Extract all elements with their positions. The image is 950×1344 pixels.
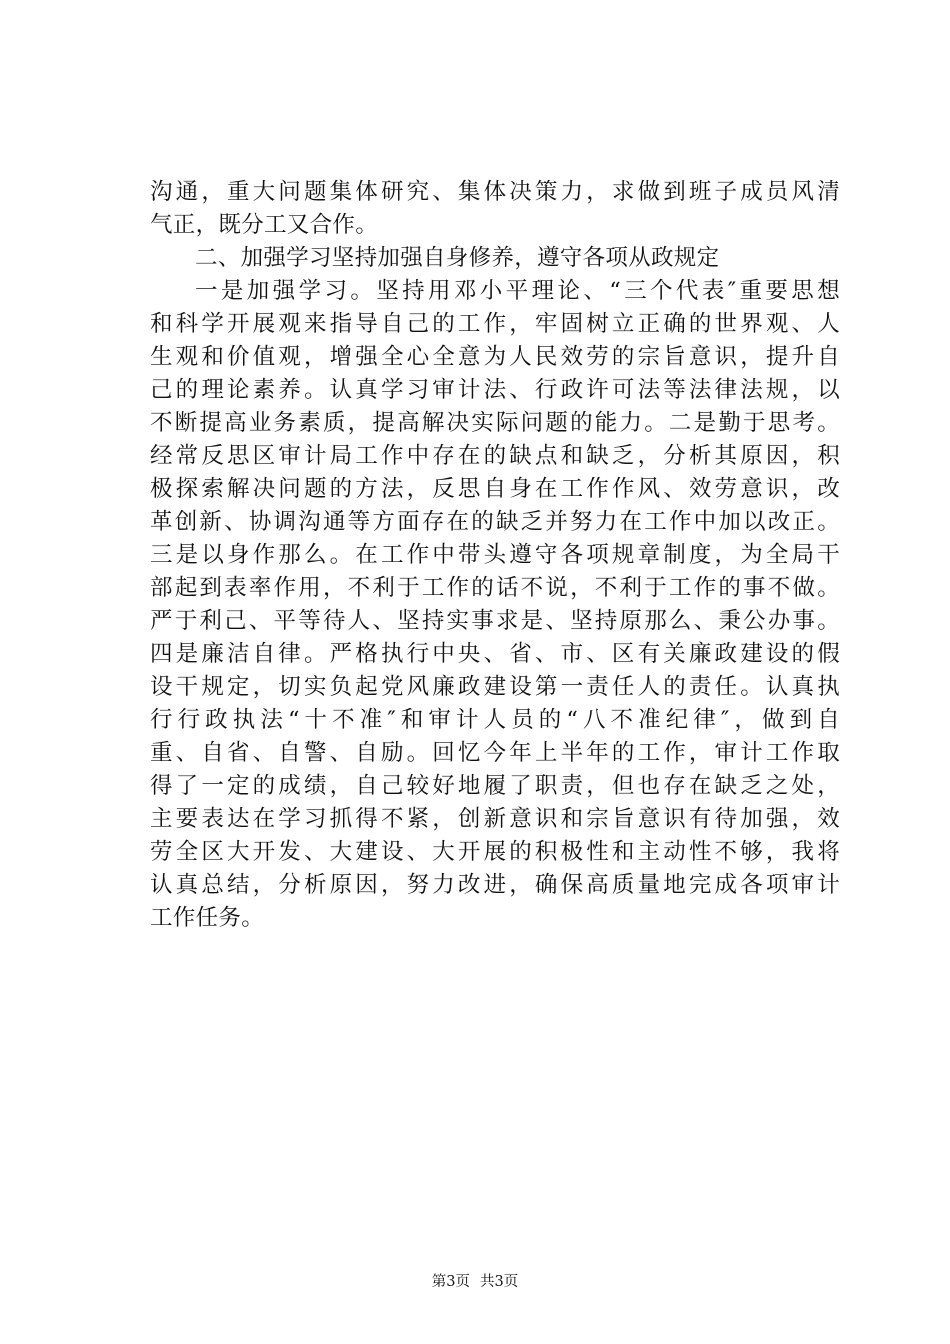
text-line: 认真总结，分析原因，努力改进，确保高质量地完成各项审计 xyxy=(150,872,840,898)
text-line: 二、加强学习坚持加强自身修养，遵守各项从政规定 xyxy=(195,245,720,271)
text-line: 沟通，重大问题集体研究、集体决策力，求做到班子成员风清 xyxy=(150,179,840,205)
text-line: 不断提高业务素质，提高解决实际问题的能力。二是勤于思考。 xyxy=(150,410,840,436)
text-line: 极探索解决问题的方法，反思自身在工作作风、效劳意识，改 xyxy=(150,476,840,502)
text-line: 和科学开展观来指导自己的工作，牢固树立正确的世界观、人 xyxy=(150,311,840,337)
text-line: 主要表达在学习抓得不紧，创新意识和宗旨意识有待加强，效 xyxy=(150,806,840,832)
text-line: 气正，既分工又合作。 xyxy=(150,212,379,238)
text-line: 设干规定，切实负起党风廉政建设第一责任人的责任。认真执 xyxy=(150,674,840,700)
page-footer xyxy=(0,1272,950,1292)
page-number: 第3页 xyxy=(431,1274,470,1290)
text-line: 经常反思区审计局工作中存在的缺点和缺乏，分析其原因，积 xyxy=(150,443,840,469)
text-line: 重、自省、自警、自励。回忆今年上半年的工作，审计工作取 xyxy=(150,740,840,766)
text-line: 工作任务。 xyxy=(150,905,265,931)
text-line: 四是廉洁自律。严格执行中央、省、市、区有关廉政建设的假 xyxy=(150,641,840,667)
text-line: 一是加强学习。坚持用邓小平理论、“三个代表″重要思想 xyxy=(195,278,840,304)
text-line: 己的理论素养。认真学习审计法、行政许可法等法律法规，以 xyxy=(150,377,840,403)
text-line: 行行政执法“十不准″和审计人员的“八不准纪律″，做到自 xyxy=(150,707,840,733)
text-line: 生观和价值观，增强全心全意为人民效劳的宗旨意识，提升自 xyxy=(150,344,840,370)
page-total: 共3页 xyxy=(480,1274,519,1290)
text-line: 革创新、协调沟通等方面存在的缺乏并努力在工作中加以改正。 xyxy=(150,509,840,535)
document-body xyxy=(150,176,840,935)
text-line: 三是以身作那么。在工作中带头遵守各项规章制度，为全局干 xyxy=(150,542,840,568)
text-line: 得了一定的成绩，自己较好地履了职责，但也存在缺乏之处， xyxy=(150,773,840,799)
text-line: 劳全区大开发、大建设、大开展的积极性和主动性不够，我将 xyxy=(150,839,840,865)
text-line: 严于利己、平等待人、坚持实事求是、坚持原那么、秉公办事。 xyxy=(150,608,840,634)
text-line: 部起到表率作用，不利于工作的话不说，不利于工作的事不做。 xyxy=(150,575,840,601)
